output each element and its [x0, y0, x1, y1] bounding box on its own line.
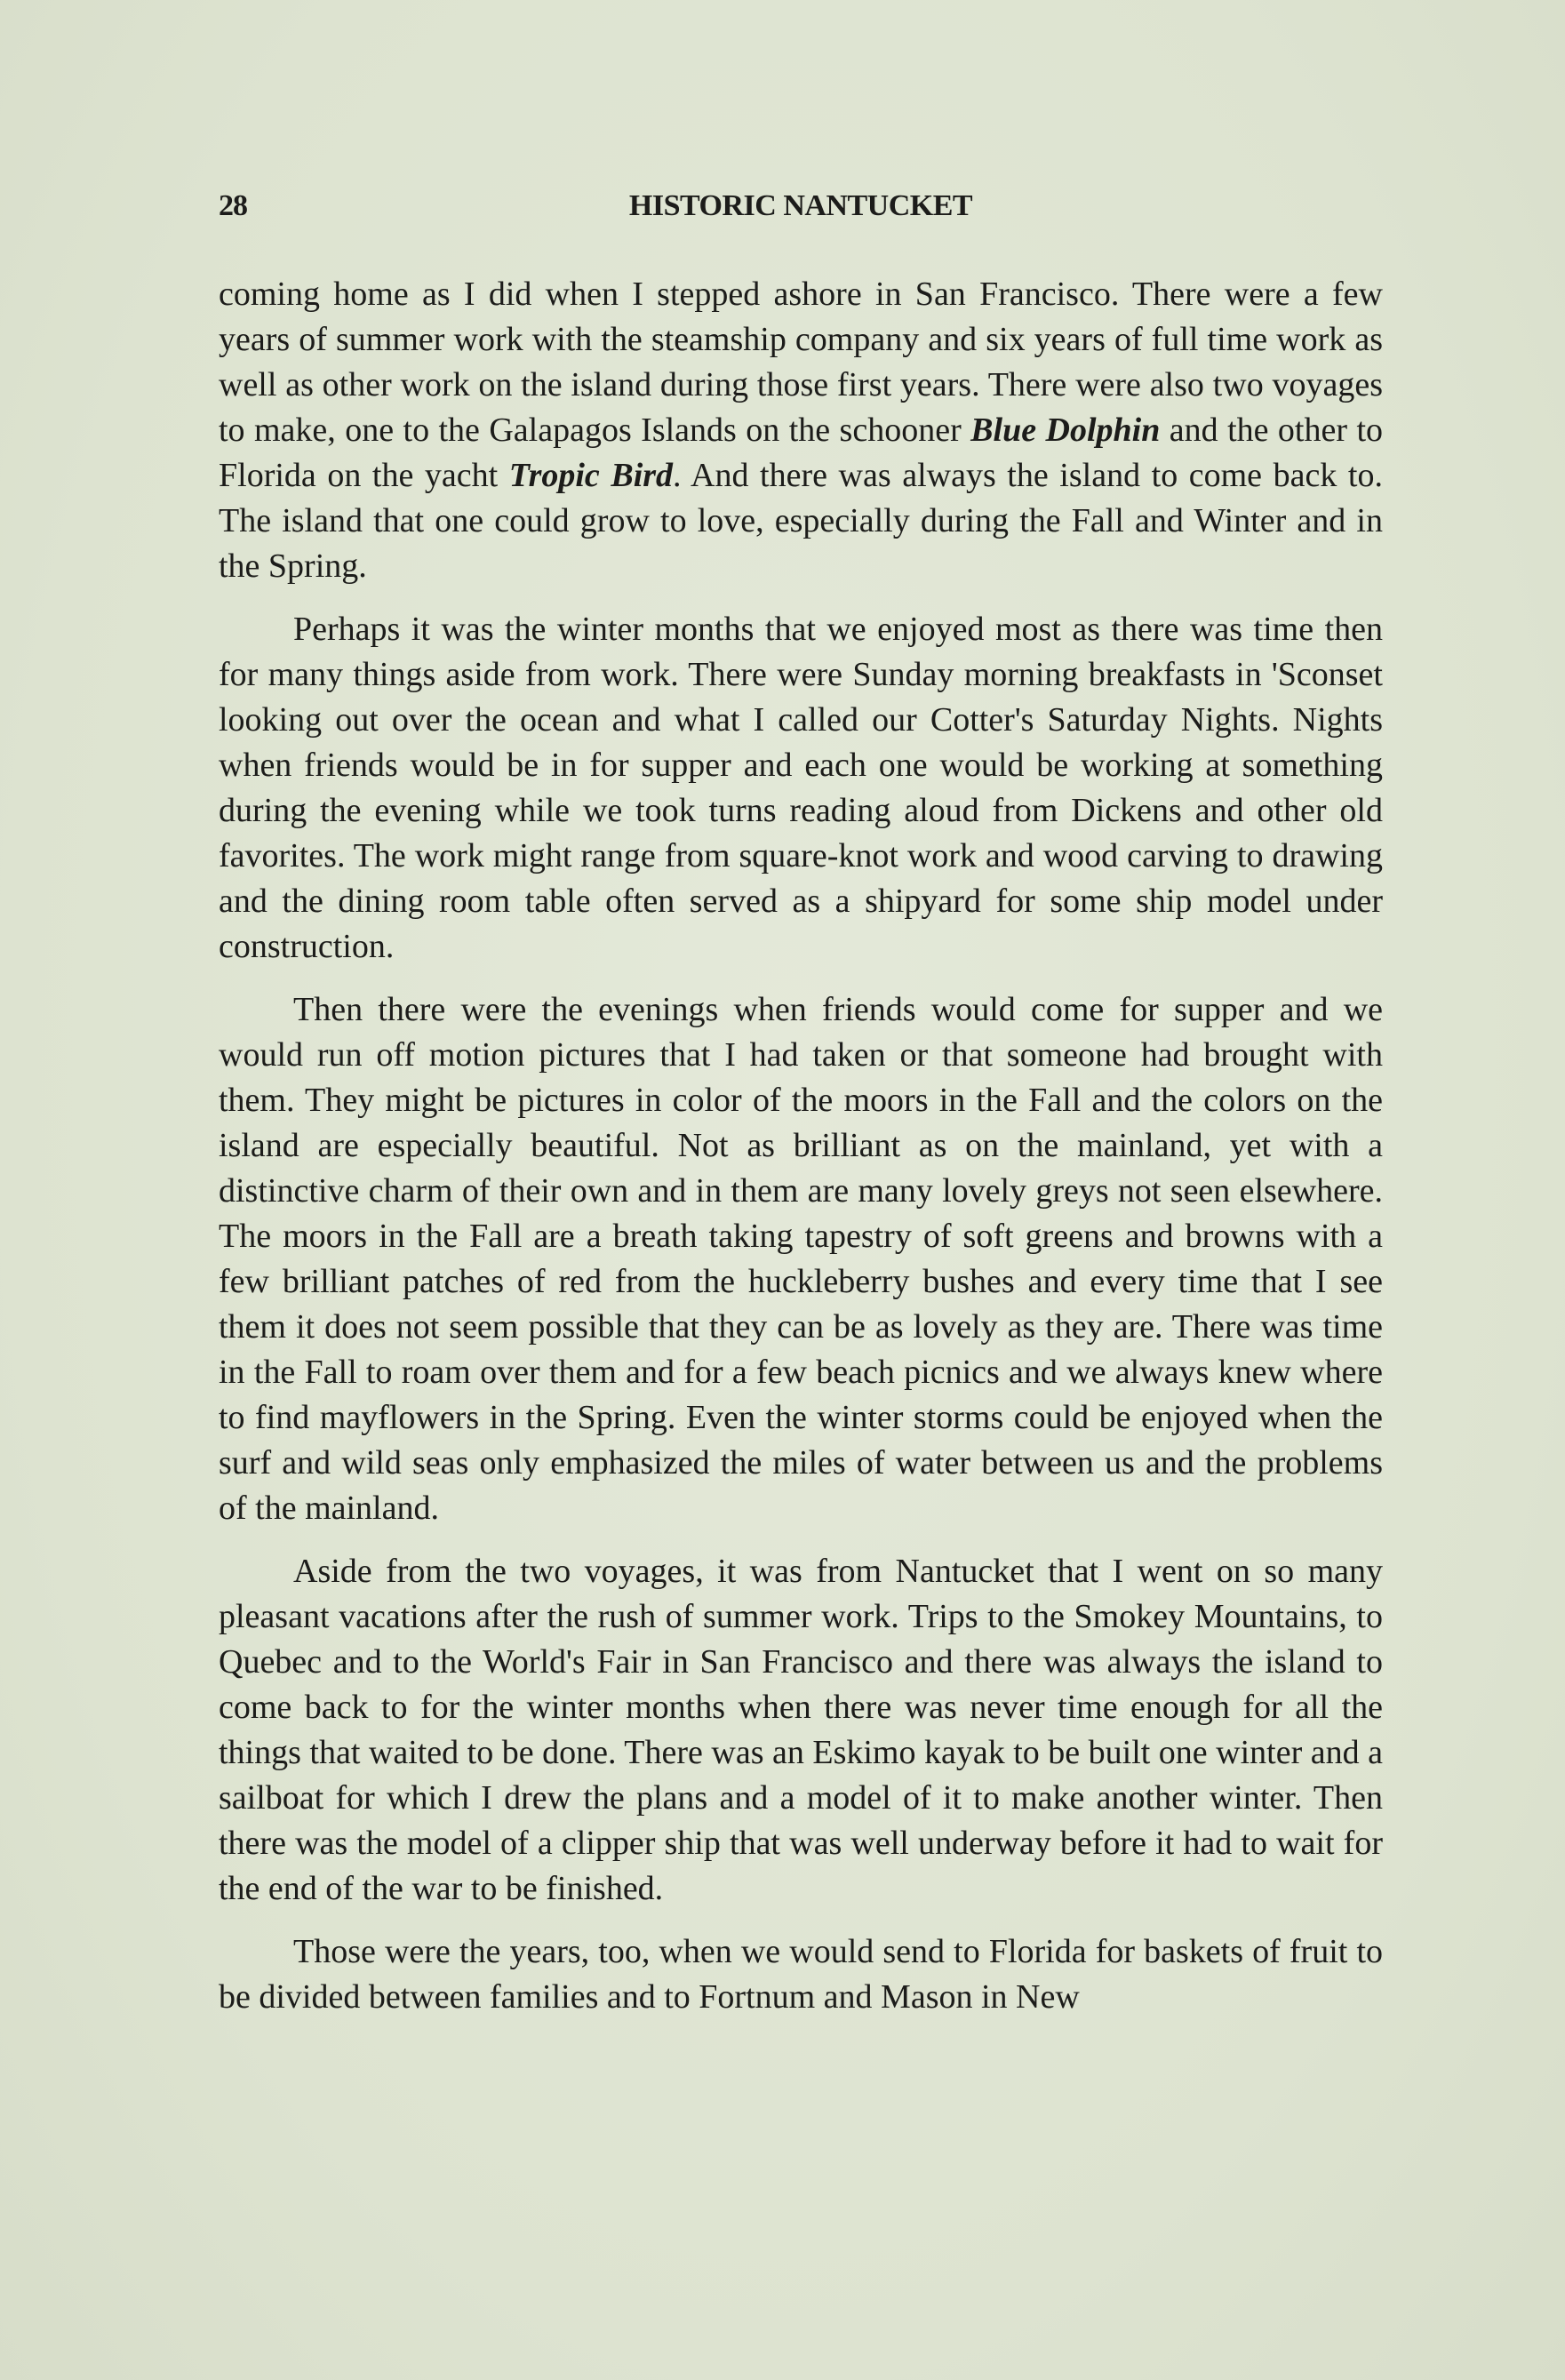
paragraph-1 [219, 272, 1383, 589]
paragraph-1-text-end: . And there was always the island to come back to. The island that one could grow to love, especially during the Fall and Winter and in the Spring. [219, 457, 1383, 585]
paragraph-2: Perhaps it was the winter months that we enjoyed most as there was time then for many things aside from work. There were Sunday morning breakfasts in 'Sconset looking out over the ocean and what I called our Cotter's Saturday Nights. Nights when friends would be in for supper and each one would be working at something during the evening while we took turns reading aloud from Dickens and other old favorites. The work might range from square-knot work and wood carving to drawing and the dining room table often served as a shipyard for some ship model under construction. [219, 611, 1383, 965]
paragraph-1-text-middle: and the other to Florida on the yacht [219, 411, 1383, 494]
running-head [219, 189, 1383, 234]
paragraph-1-text-start: coming home as I did when I stepped ashore in San Francisco. There were a few years of summer work with the steamship company and six years of full time work as well as other work on the island during those first years. There were also two voyages to make, one to the Galapagos Islands on the schooner [219, 276, 1383, 449]
book-title: HISTORIC NANTUCKET [628, 189, 973, 222]
body-text [219, 272, 1383, 2020]
paragraph-3: Then there were the evenings when friends would come for supper and we would run off motion pictures that I had taken or that someone had brought with them. They might be pictures in color of the moors in the Fall and the colors on the island are especially beautiful. Not as brilliant as on the mainland, yet with a distinctive charm of their own and in them are many lovely greys not seen elsewhere. The moors in the Fall are a breath taking tapestry of soft greens and browns with a few brilliant patches of red from the huckleberry bushes and every time that I see them it does not seem possible that they can be as lovely as they are. There was time in the Fall to roam over them and for a few beach picnics and we always knew where to find mayflowers in the Spring. Even the winter storms could be enjoyed when the surf and wild seas only emphasized the miles of water between us and the problems of the mainland. [219, 991, 1383, 1527]
boat-name-tropic-bird: Tropic Bird [508, 457, 674, 494]
page-number: 28 [219, 189, 247, 222]
paragraph-4: Aside from the two voyages, it was from Nantucket that I went on so many pleasant vacations after the rush of summer work. Trips to the Smokey Mountains, to Quebec and to the World's Fair in San Francisco and there was always the island to come back to for the winter months when there was never time enough for all the things that waited to be done. There was an Eskimo kayak to be built one winter and a sailboat for which I drew the plans and a model of it to make another winter. Then there was the model of a clipper ship that was well underway before it had to wait for the end of the war to be finished. [219, 1553, 1383, 1907]
paragraph-5: Those were the years, too, when we would send to Florida for baskets of fruit to be divided between families and to Fortnum and Mason in New [219, 1933, 1383, 2016]
boat-name-blue-dolphin: Blue Dolphin [970, 411, 1161, 449]
